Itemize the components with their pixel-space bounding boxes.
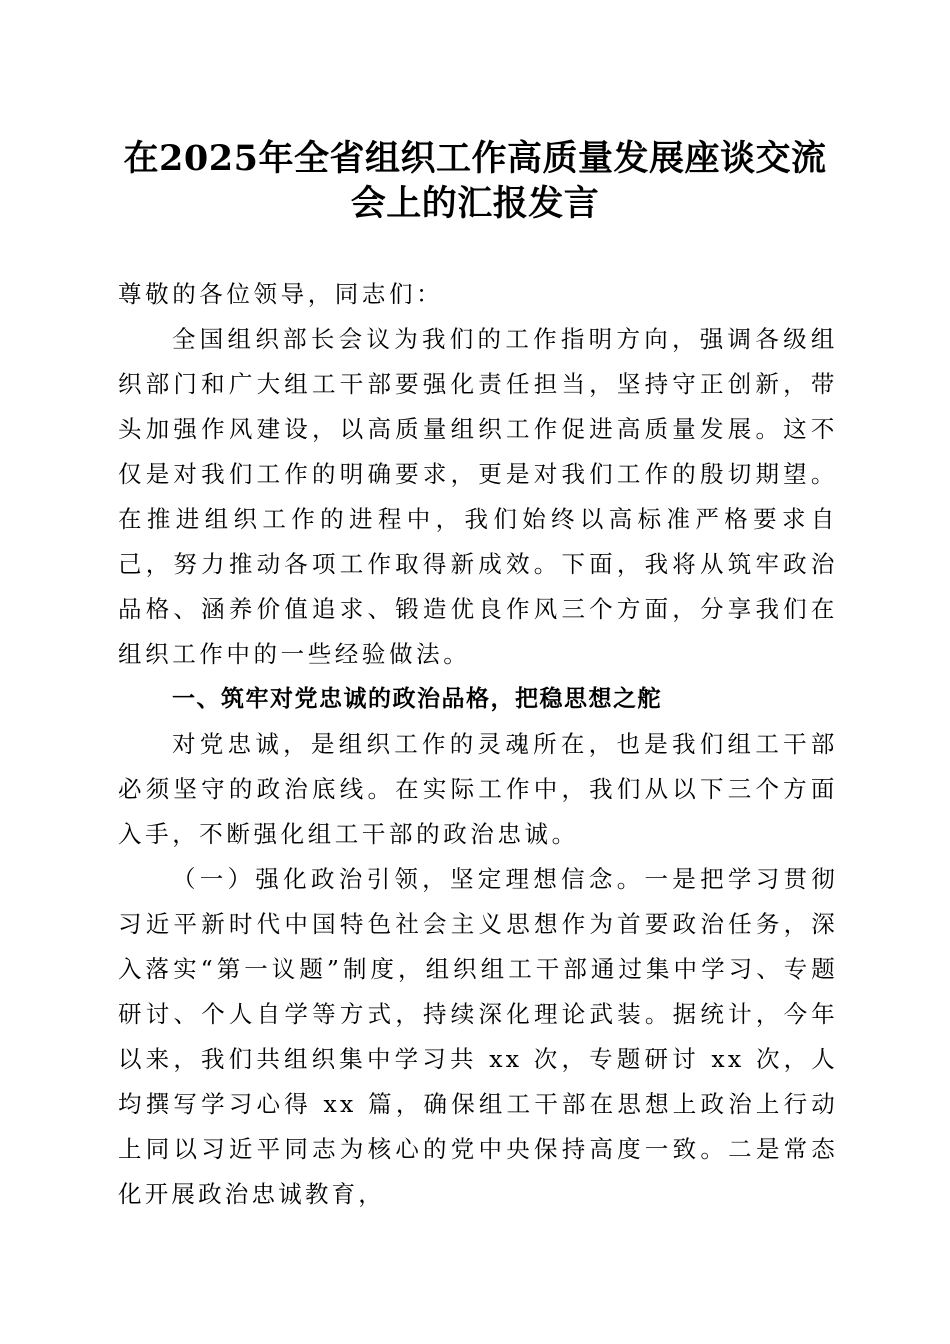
document-body: [118, 272, 838, 1217]
document-title: [100, 136, 850, 226]
title-line-2: 会上的汇报发言: [350, 183, 600, 224]
intro-paragraph: 全国组织部长会议为我们的工作指明方向，强调各级组织部门和广大组工干部要强化责任担当，坚持守正创新，带头加强作风建设，以高质量组织工作促进高质量发展。这不仅是对我们工作的明确要求，更是对我们工作的殷切期望。在推进组织工作的进程中，我们始终以高标准严格要求自己，努力推动各项工作取得新成效。下面，我将从筑牢政治品格、涵养价值追求、锻造优良作风三个方面，分享我们在组织工作中的一些经验做法。: [118, 325, 838, 668]
title-line-1: 在2025年全省组织工作高质量发展座谈交流: [123, 138, 827, 179]
subsection-1-paragraph: （一）强化政治引领，坚定理想信念。一是把学习贯彻习近平新时代中国特色社会主义思想作为首要政治任务，深入落实“第一议题”制度，组织组工干部通过集中学习、专题研讨、个人自学等方式，持续深化理论武装。据统计，今年以来，我们共组织集中学习共 xx 次，专题研讨 xx 次，人均撰写学习心得 xx 篇，确保组工干部在思想上政治上行动上同以习近平同志为核心的党中央保持高度一致。二是常态化开展政治忠诚教育，: [118, 865, 838, 1208]
salutation: 尊敬的各位领导，同志们：: [118, 280, 444, 308]
section-1-paragraph: 对党忠诚，是组织工作的灵魂所在，也是我们组工干部必须坚守的政治底线。在实际工作中，我们从以下三个方面入手，不断强化组工干部的政治忠诚。: [118, 730, 838, 848]
section-1-heading: 一、筑牢对党忠诚的政治品格，把稳思想之舵: [172, 686, 662, 712]
